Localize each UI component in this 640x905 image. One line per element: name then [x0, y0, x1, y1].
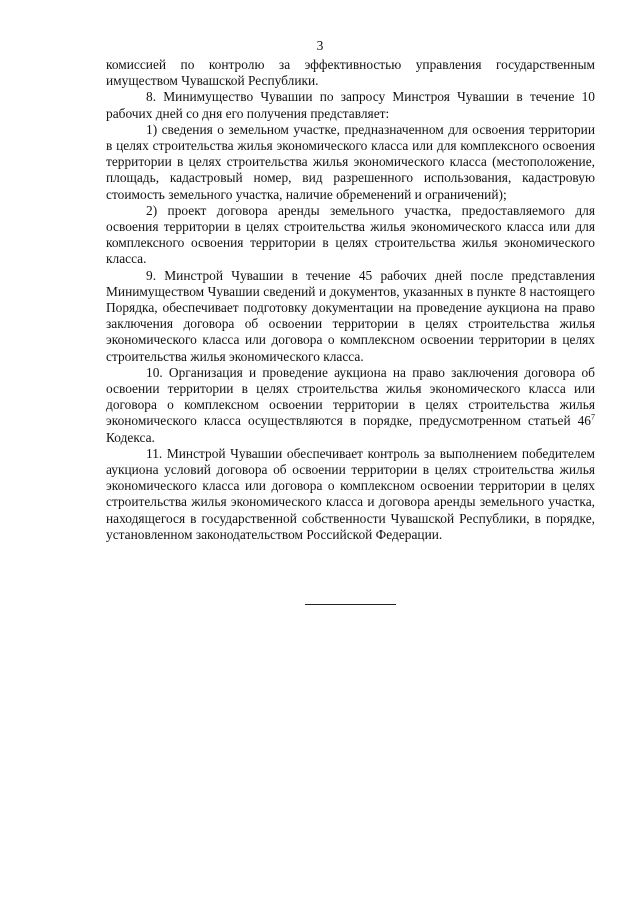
paragraph-10 [106, 365, 595, 446]
paragraph-10-text: 10. Организация и проведение аукциона на право заключения договора об освоении территории в целях строительства жилья экономического класса или договора о комплексном освоении территории в целях строительства жилья экономического класса осуществляются в порядке, предусмотренном статьей 46 [106, 364, 595, 429]
paragraph-8-item-1: 1) сведения о земельном участке, предназначенном для освоения территории в целях строительства жилья экономического класса или для комплексного освоения территории в целях строительства жилья экономического класса (местоположение, площадь, кадастровый номер, вид разрешенного использования, кадастровую стоимость земельного участка, наличие обременений и ограничений); [106, 121, 595, 202]
paragraph-continuation: комиссией по контролю за эффективностью управления государственным имуществом Чувашской Республики. [106, 57, 595, 89]
paragraph-10-tail: Кодекса. [106, 429, 155, 445]
paragraph-9: 9. Минстрой Чувашии в течение 45 рабочих дней после представления Минимуществом Чувашии сведений и документов, указанных в пункте 8 настоящего Порядка, обеспечивает подготовку документации на проведение аукциона на право заключения договора об освоении территории в целях строительства жилья экономического класса или договора о комплексном освоении территории в целях строительства жилья экономического класса. [106, 267, 595, 364]
article-superscript: 7 [591, 413, 595, 422]
paragraph-8: 8. Минимущество Чувашии по запросу Минстроя Чувашии в течение 10 рабочих дней со дня его получения представляет: [106, 89, 595, 121]
end-of-document-rule [305, 604, 396, 605]
paragraph-8-item-2: 2) проект договора аренды земельного участка, предоставляемого для освоения территории в целях строительства жилья экономического класса или для комплексного освоения территории в целях строительства жилья экономического класса. [106, 202, 595, 267]
paragraph-11: 11. Минстрой Чувашии обеспечивает контроль за выполнением победителем аукциона условий договора об освоении территории в целях строительства жилья экономического класса или договора о комплексном освоении территории в целях строительства жилья экономического класса и договора аренды земельного участка, находящегося в государственной собственности Чувашской Республики, в порядке, установленном законодательством Российской Федерации. [106, 445, 595, 542]
page-number: 3 [316, 38, 324, 53]
document-body [106, 57, 595, 543]
